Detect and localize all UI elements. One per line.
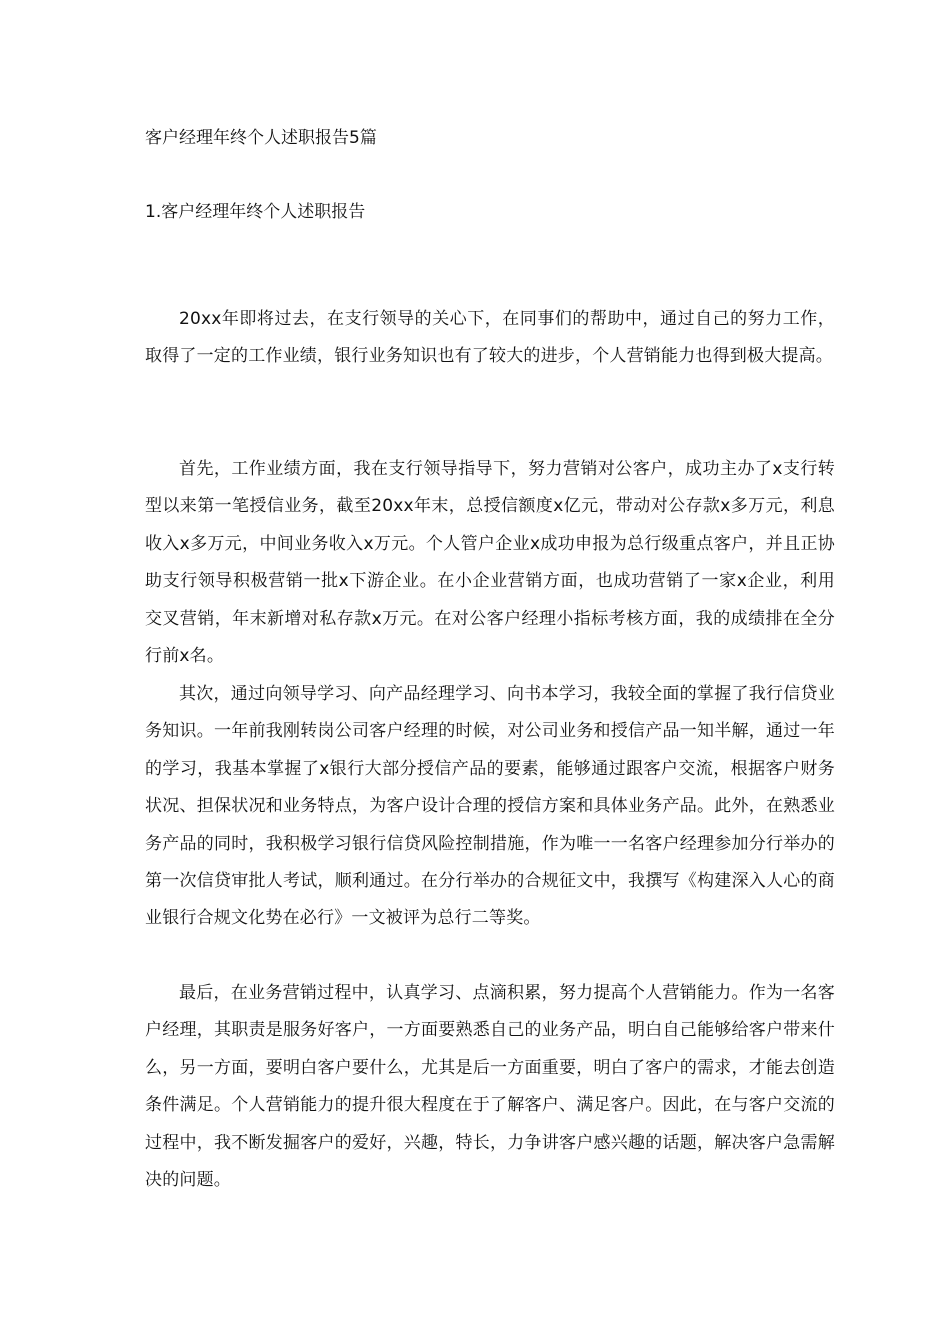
paragraph-performance: 首先，工作业绩方面，我在支行领导指导下，努力营销对公客户，成功主办了x支行转型以来第一笔授信业务，截至20xx年末，总授信额度x亿元，带动对公存款x多万元，利息收入x多万元，中间业务收入x万元。个人管户企业x成功申报为总行级重点客户，并且正协助支行领导积极营销一批x下游企业。在小企业营销方面，也成功营销了一家x企业，利用交叉营销，年末新增对私存款x万元。在对公客户经理小指标考核方面，我的成绩排在全分行前x名。 <box>145 459 835 667</box>
section-title: 1.客户经理年终个人述职报告 <box>145 202 366 222</box>
document-title: 客户经理年终个人述职报告5篇 <box>145 128 377 148</box>
paragraph-intro: 20xx年即将过去，在支行领导的关心下，在同事们的帮助中，通过自己的努力工作，取得了一定的工作业绩，银行业务知识也有了较大的进步，个人营销能力也得到极大提高。 <box>145 309 835 367</box>
paragraph-learning: 其次，通过向领导学习、向产品经理学习、向书本学习，我较全面的掌握了我行信贷业务知识。一年前我刚转岗公司客户经理的时候，对公司业务和授信产品一知半解，通过一年的学习，我基本掌握了x银行大部分授信产品的要素，能够通过跟客户交流，根据客户财务状况、担保状况和业务特点，为客户设计合理的授信方案和具体业务产品。此外，在熟悉业务产品的同时，我积极学习银行信贷风险控制措施，作为唯一一名客户经理参加分行举办的第一次信贷审批人考试，顺利通过。在分行举办的合规征文中，我撰写《构建深入人心的商业银行合规文化势在必行》一文被评为总行二等奖。 <box>145 684 835 929</box>
paragraph-marketing: 最后，在业务营销过程中，认真学习、点滴积累，努力提高个人营销能力。作为一名客户经理，其职责是服务好客户，一方面要熟悉自己的业务产品，明白自己能够给客户带来什么，另一方面，要明白客户要什么，尤其是后一方面重要，明白了客户的需求，才能去创造条件满足。个人营销能力的提升很大程度在于了解客户、满足客户。因此，在与客户交流的过程中，我不断发掘客户的爱好，兴趣，特长，力争讲客户感兴趣的话题，解决客户急需解决的问题。 <box>145 983 835 1191</box>
